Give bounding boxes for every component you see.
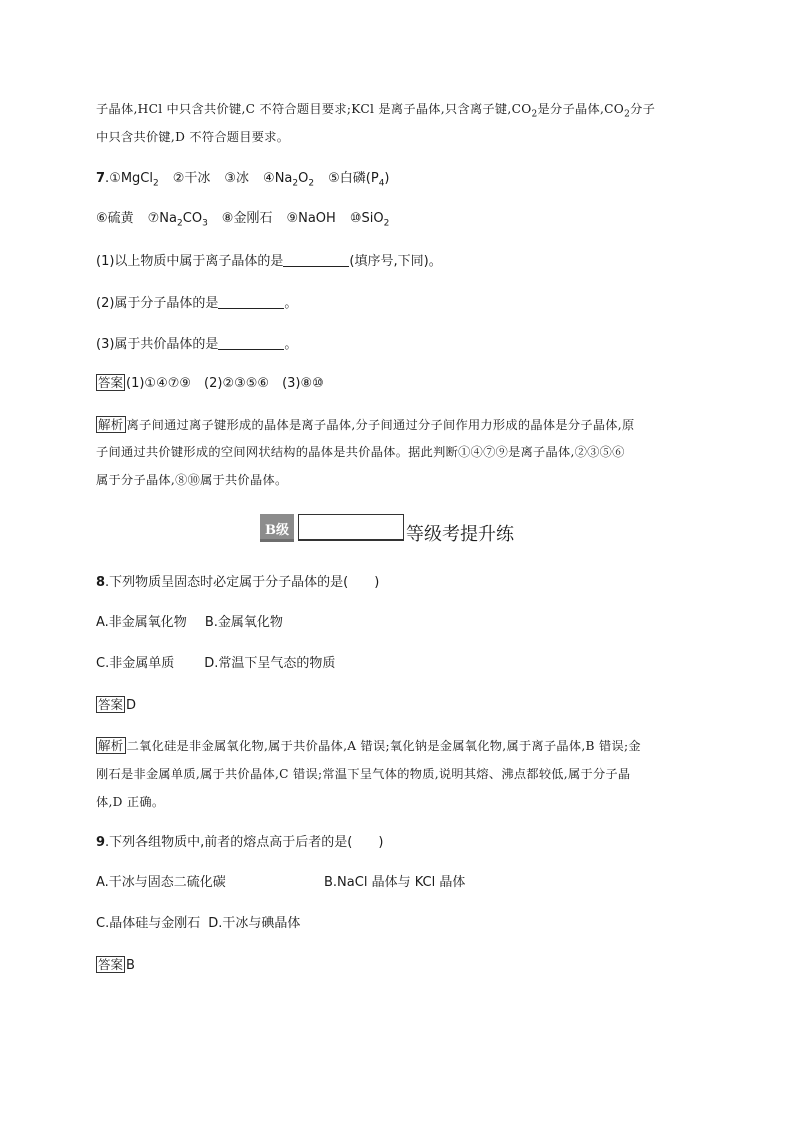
subscript: 3 [202, 218, 208, 229]
answer-tag: 答案 [98, 375, 124, 390]
item-6: ⑥硫黄 [96, 211, 134, 226]
q7-answer [96, 374, 324, 393]
answer-tag: 答案 [98, 957, 124, 972]
q8-options-row-2 [96, 655, 335, 673]
section-title: 等级考提升练 [406, 524, 514, 545]
item-2: ②干冰 [172, 171, 211, 186]
option-b[interactable]: B.金属氧化物 [204, 615, 283, 630]
question-number: 8 [96, 575, 106, 590]
q8-analysis-line-3: 体,D 正确。 [96, 795, 165, 809]
prev-expl-text-c: 分子 [630, 102, 656, 116]
prev-explanation-line-1 [96, 100, 655, 123]
analysis-tag: 解析 [98, 417, 124, 432]
q7-sub-3 [96, 335, 297, 354]
sub-question-text-end: (填序号,下同)。 [349, 254, 442, 269]
item-8: ⑧金刚石 [221, 211, 273, 226]
prev-explanation-line-2: 中只含共价键,D 不符合题目要求。 [96, 130, 290, 144]
option-b[interactable]: B.NaCl 晶体与 KCl 晶体 [324, 875, 466, 890]
q8-answer [96, 696, 136, 715]
subscript: 2 [292, 178, 299, 189]
item-4: ④Na [263, 171, 293, 186]
option-d[interactable]: D.干冰与碘晶体 [208, 916, 301, 931]
prev-expl-text-b: 是分子晶体,CO [537, 102, 625, 116]
subscript: 2 [177, 218, 183, 229]
q7-analysis-line-1 [96, 416, 634, 434]
q9-options-row-2 [96, 915, 300, 933]
sub-question-text: (3)属于共价晶体的是 [96, 337, 219, 352]
sub-question-text-end: 。 [284, 296, 298, 311]
q9-stem [96, 834, 383, 852]
banner-box [298, 514, 404, 541]
q7-sub-1 [96, 252, 442, 271]
q7-items-row-1 [96, 170, 390, 193]
item-5: ⑤白磷(P [328, 171, 379, 186]
answer-text: B [126, 958, 135, 973]
question-stem: .下列物质呈固态时必定属于分子晶体的是( ) [105, 575, 380, 590]
option-d[interactable]: D.常温下呈气态的物质 [204, 656, 336, 671]
answer-blank[interactable] [218, 294, 284, 309]
option-a[interactable]: A.非金属氧化物 [96, 615, 187, 630]
item-10: ⑩SiO [349, 211, 384, 226]
answer-text: (1)①④⑦⑨ (2)②③⑤⑥ (3)⑧⑩ [126, 376, 324, 391]
subscript: 2 [531, 109, 538, 120]
q7-analysis-line-2: 子间通过共价键形成的空间网状结构的晶体是共价晶体。据此判断①④⑦⑨是离子晶体,②③⑤⑥ [96, 445, 625, 459]
question-stem: .下列各组物质中,前者的熔点高于后者的是( ) [105, 835, 384, 850]
q8-options-row-1 [96, 614, 283, 632]
prev-expl-text-a: 子晶体,HCl 中只含共价键,C 不符合题目要求;KCl 是离子晶体,只含离子键,CO [96, 102, 532, 116]
q9-answer [96, 956, 135, 975]
q7-sub-2 [96, 294, 297, 313]
item-7: ⑦Na [147, 211, 178, 226]
sub-question-text-end: 。 [284, 337, 298, 352]
analysis-text: 离子间通过离子键形成的晶体是离子晶体,分子间通过分子间作用力形成的晶体是分子晶体,原 [126, 418, 635, 432]
item-4-mid: O [298, 171, 309, 186]
item-7-mid: CO [182, 211, 203, 226]
q7-items-row-2 [96, 210, 389, 233]
sub-question-text: (2)属于分子晶体的是 [96, 296, 219, 311]
answer-text: D [126, 698, 137, 713]
answer-tag: 答案 [98, 697, 124, 712]
q7-analysis-line-3: 属于分子晶体,⑧⑩属于共价晶体。 [96, 473, 288, 487]
item-3: ③冰 [224, 171, 250, 186]
answer-blank[interactable] [283, 252, 349, 267]
item-9: ⑨NaOH [286, 211, 336, 226]
analysis-text: 二氧化硅是非金属氧化物,属于共价晶体,A 错误;氧化钠是金属氧化物,属于离子晶体,B 错误;金 [126, 739, 641, 753]
question-number: 7 [96, 171, 106, 186]
q9-options-row-1 [96, 874, 465, 892]
q8-analysis-line-1 [96, 737, 641, 755]
sub-question-text: (1)以上物质中属于离子晶体的是 [96, 254, 284, 269]
subscript: 2 [624, 109, 631, 120]
q8-analysis-line-2: 刚石是非金属单质,属于共价晶体,C 错误;常温下呈气体的物质,说明其熔、沸点都较低,属于分子晶 [96, 767, 631, 781]
item-5-end: ) [384, 171, 390, 186]
subscript: 2 [383, 218, 390, 229]
question-number: 9 [96, 835, 106, 850]
level-badge: B级 [260, 514, 294, 542]
answer-blank[interactable] [218, 335, 284, 350]
option-c[interactable]: C.非金属单质 [96, 656, 175, 671]
subscript: 2 [308, 178, 315, 189]
analysis-tag: 解析 [98, 738, 124, 753]
item-1: ①MgCl [109, 171, 153, 186]
subscript: 2 [153, 178, 159, 189]
q8-stem [96, 574, 379, 592]
subscript: 4 [378, 178, 385, 189]
separator: . [105, 171, 110, 186]
option-a[interactable]: A.干冰与固态二硫化碳 [96, 875, 226, 890]
option-c[interactable]: C.晶体硅与金刚石 [96, 916, 201, 931]
